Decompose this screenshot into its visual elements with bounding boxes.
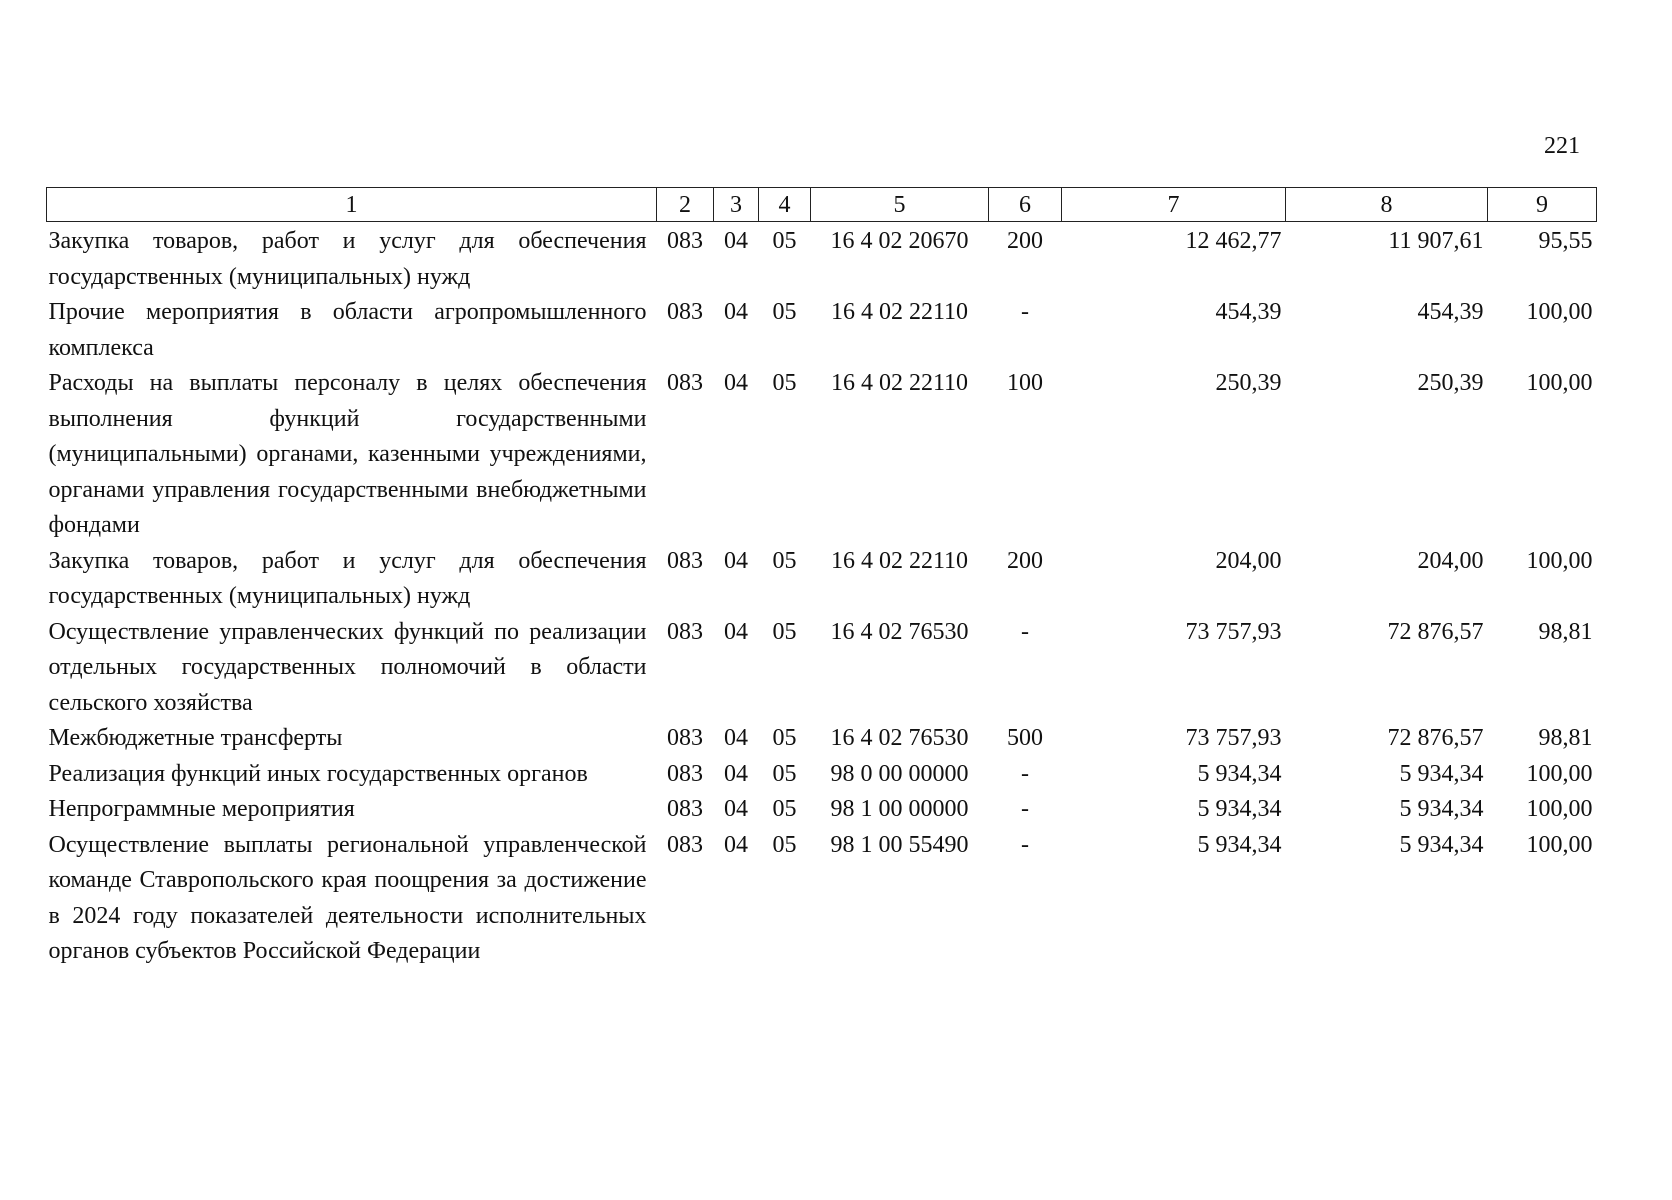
row-plan-value: 12 462,77	[1185, 228, 1282, 254]
header-col-6: 6	[989, 188, 1062, 222]
row-name: Осуществление управленческих функций по реализации отдельных государственных полномочий в области сельского хозяйства	[48, 618, 647, 716]
row-code-vr: -	[1021, 618, 1029, 645]
row-code-vr: -	[1021, 831, 1029, 858]
row-code-rz: 04	[724, 796, 748, 822]
row-code-vr: -	[1021, 299, 1029, 325]
table-row	[47, 828, 1597, 970]
row-name: Закупка товаров, работ и услуг для обеспечения государственных (муниципальных) нужд	[48, 228, 647, 290]
row-code-rz: 04	[724, 299, 748, 325]
table-row	[47, 222, 1597, 296]
row-code-pr: 05	[772, 725, 797, 751]
row-fact-value: 72 876,57	[1387, 618, 1484, 645]
table-row	[47, 792, 1597, 828]
header-col-1: 1	[47, 188, 657, 222]
row-code-csr: 98 1 00 00000	[830, 796, 969, 822]
row-code-rz: 04	[724, 831, 748, 858]
row-plan-value: 204,00	[1215, 547, 1282, 574]
row-code-gr: 083	[667, 228, 703, 254]
row-fact-value: 250,39	[1417, 370, 1484, 396]
row-percent: 100,00	[1526, 760, 1593, 787]
row-name: Прочие мероприятия в области агропромышленного комплекса	[48, 299, 647, 361]
row-code-vr: 100	[1007, 370, 1043, 396]
header-col-2: 2	[657, 188, 714, 222]
row-code-gr: 083	[667, 299, 703, 325]
row-plan-value: 454,39	[1215, 299, 1282, 325]
row-code-pr: 05	[772, 547, 797, 574]
row-code-csr: 16 4 02 22110	[830, 547, 969, 574]
table-row	[47, 295, 1597, 366]
row-code-gr: 083	[667, 831, 703, 858]
row-code-vr: 500	[1007, 725, 1043, 751]
header-col-8: 8	[1286, 188, 1488, 222]
budget-table-container	[46, 187, 1596, 970]
row-code-pr: 05	[772, 796, 797, 822]
row-plan-value: 73 757,93	[1185, 618, 1282, 645]
row-code-gr: 083	[667, 760, 703, 787]
row-code-pr: 05	[772, 370, 797, 396]
row-plan-value: 5 934,34	[1197, 831, 1282, 858]
row-name: Непрограммные мероприятия	[48, 796, 355, 822]
row-code-csr: 16 4 02 76530	[830, 618, 969, 645]
row-code-vr: 200	[1007, 547, 1043, 574]
row-code-pr: 05	[772, 760, 797, 787]
row-code-rz: 04	[724, 725, 748, 751]
header-col-9: 9	[1488, 188, 1597, 222]
row-code-csr: 98 0 00 00000	[830, 760, 969, 787]
row-code-csr: 16 4 02 22110	[830, 299, 969, 325]
row-plan-value: 5 934,34	[1197, 796, 1282, 822]
row-code-rz: 04	[724, 228, 748, 254]
table-row	[47, 721, 1597, 757]
row-code-csr: 16 4 02 20670	[830, 228, 969, 254]
header-col-7: 7	[1062, 188, 1286, 222]
row-name: Расходы на выплаты персоналу в целях обеспечения выполнения функций государственными (муниципальными) органами, казенными учреждениями, органами управления государственными внебюджетными фондами	[48, 370, 647, 538]
row-name: Реализация функций иных государственных органов	[48, 760, 588, 787]
row-fact-value: 5 934,34	[1399, 760, 1484, 787]
row-percent: 100,00	[1526, 796, 1593, 822]
row-code-pr: 05	[772, 618, 797, 645]
row-fact-value: 454,39	[1417, 299, 1484, 325]
header-col-4: 4	[759, 188, 811, 222]
row-fact-value: 5 934,34	[1399, 796, 1484, 822]
row-percent: 100,00	[1526, 831, 1593, 858]
header-col-5: 5	[811, 188, 989, 222]
row-code-vr: 200	[1007, 228, 1043, 254]
budget-table	[46, 187, 1597, 970]
table-row	[47, 366, 1597, 544]
row-code-pr: 05	[772, 299, 797, 325]
row-plan-value: 73 757,93	[1185, 725, 1282, 751]
row-code-rz: 04	[724, 370, 748, 396]
row-code-gr: 083	[667, 618, 703, 645]
header-col-3: 3	[714, 188, 759, 222]
row-code-csr: 16 4 02 76530	[830, 725, 969, 751]
row-fact-value: 204,00	[1417, 547, 1484, 574]
row-percent: 100,00	[1526, 547, 1593, 574]
table-row	[47, 757, 1597, 793]
row-code-pr: 05	[772, 228, 797, 254]
row-fact-value: 5 934,34	[1399, 831, 1484, 858]
row-code-gr: 083	[667, 547, 703, 574]
page-number: 221	[1544, 133, 1580, 159]
header-row	[47, 188, 1597, 222]
row-code-gr: 083	[667, 370, 703, 396]
row-name: Межбюджетные трансферты	[48, 725, 343, 751]
row-fact-value: 72 876,57	[1387, 725, 1484, 751]
row-code-csr: 98 1 00 55490	[830, 831, 969, 858]
row-code-gr: 083	[667, 725, 703, 751]
row-name: Закупка товаров, работ и услуг для обеспечения государственных (муниципальных) нужд	[48, 547, 647, 609]
row-code-rz: 04	[724, 618, 748, 645]
row-fact-value: 11 907,61	[1388, 228, 1484, 254]
table-row	[47, 615, 1597, 722]
row-code-vr: -	[1021, 760, 1029, 787]
table-row	[47, 544, 1597, 615]
row-code-csr: 16 4 02 22110	[830, 370, 969, 396]
row-code-gr: 083	[667, 796, 703, 822]
row-name: Осуществление выплаты региональной управленческой команде Ставропольского края поощрения за достижение в 2024 году показателей деятельности исполнительных органов субъектов Российской Федерации	[48, 831, 647, 964]
row-percent: 98,81	[1538, 725, 1593, 751]
row-plan-value: 250,39	[1215, 370, 1282, 396]
row-code-rz: 04	[724, 760, 748, 787]
row-code-rz: 04	[724, 547, 748, 574]
row-code-vr: -	[1021, 796, 1029, 822]
row-percent: 100,00	[1526, 299, 1593, 325]
row-plan-value: 5 934,34	[1197, 760, 1282, 787]
row-code-pr: 05	[772, 831, 797, 858]
row-percent: 98,81	[1538, 618, 1593, 645]
row-percent: 95,55	[1538, 228, 1593, 254]
row-percent: 100,00	[1526, 370, 1593, 396]
